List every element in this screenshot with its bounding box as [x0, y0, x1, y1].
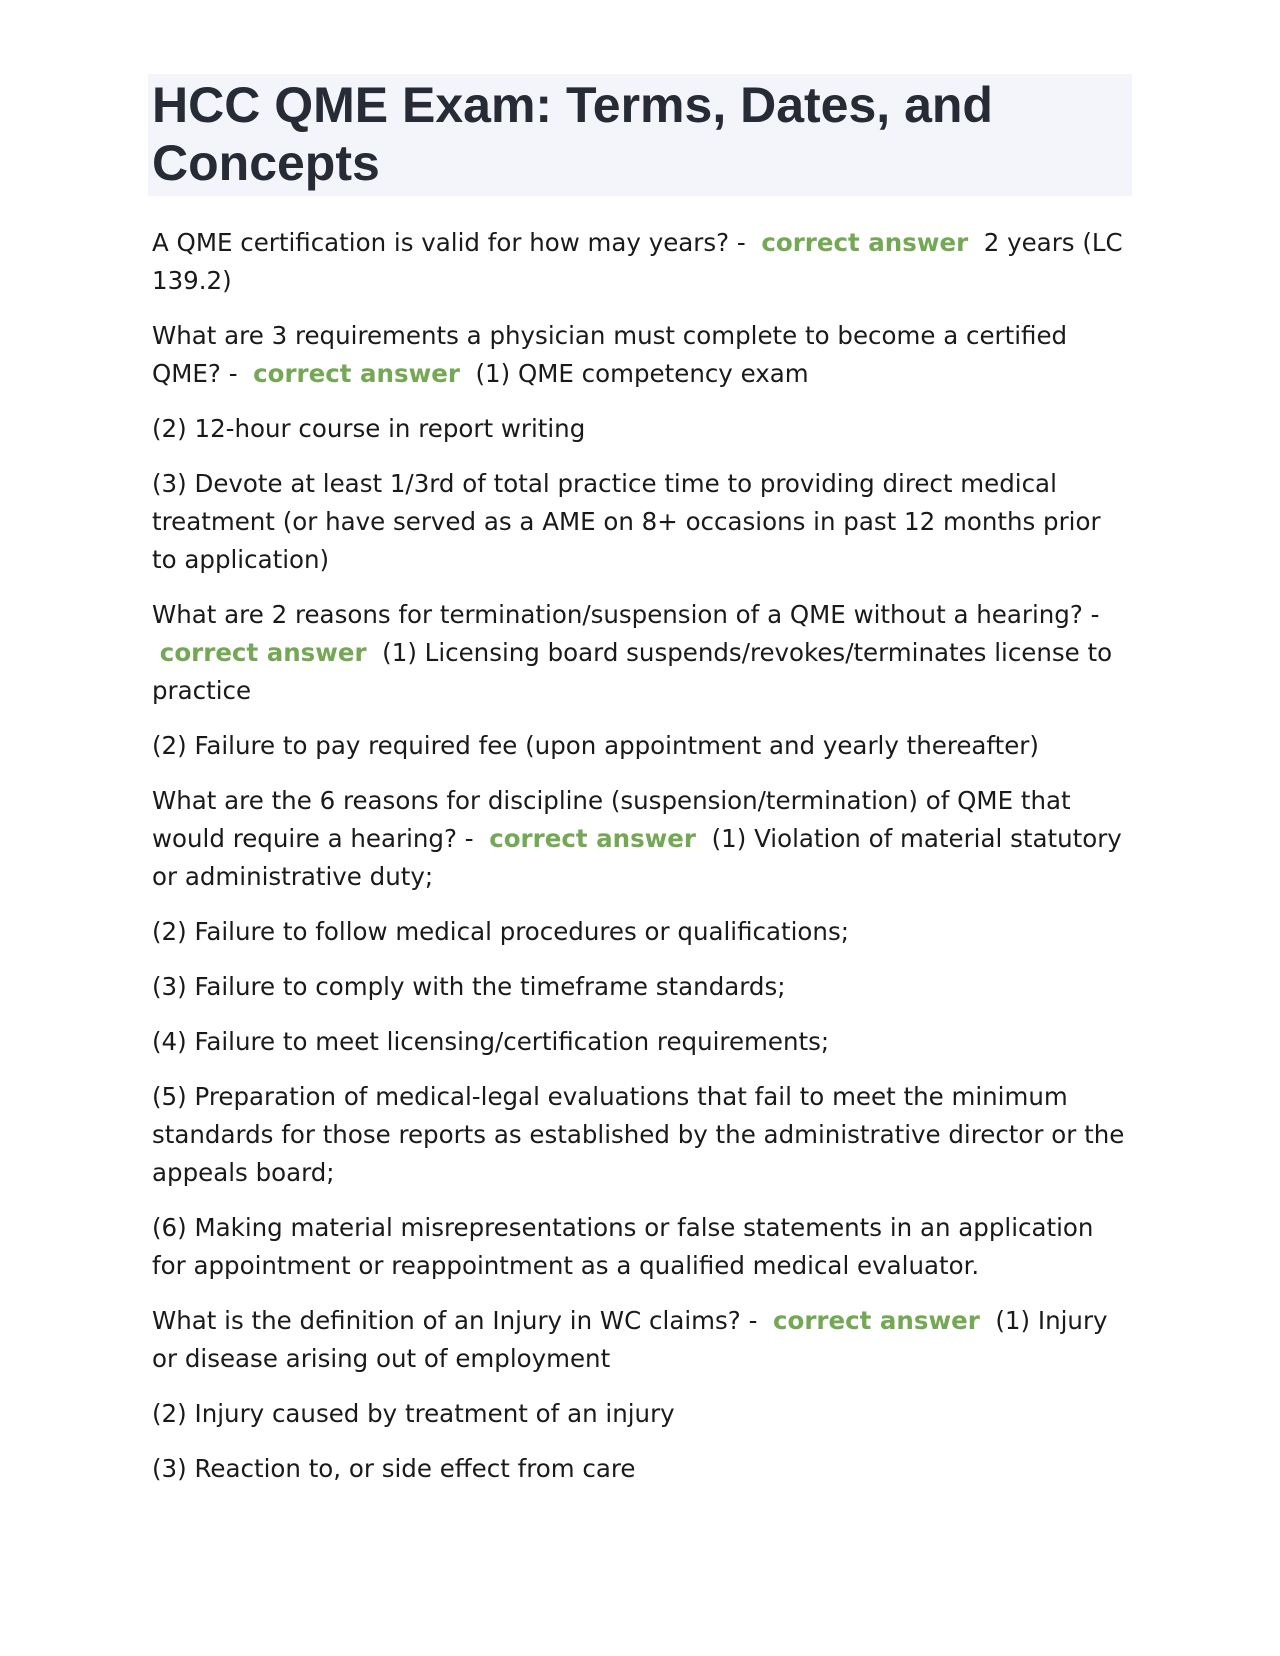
qa-question-paragraph: A QME certification is valid for how may years? - correct answer 2 years (LC 139.2): [152, 228, 1123, 295]
document-title: HCC QME Exam: Terms, Dates, and Concepts: [152, 77, 993, 191]
document-page: [148, 74, 1132, 1505]
answer-continuation: (2) 12-hour course in report writing: [152, 414, 586, 443]
answer-continuation: (3) Reaction to, or side effect from care: [152, 1454, 636, 1483]
correct-answer-label: correct answer: [761, 228, 969, 257]
title-banner: [148, 74, 1132, 196]
question-text: A QME certification is valid for how may years?: [152, 228, 730, 257]
answer-text: (1) Injury or disease arising out of employment: [152, 1306, 1108, 1373]
correct-answer-label: correct answer: [773, 1306, 980, 1335]
question-text: What are 2 reasons for termination/suspension of a QME without a hearing?: [152, 600, 1083, 629]
question-text: What is the definition of an Injury in WC claims?: [152, 1306, 741, 1335]
answer-text: (1) Violation of material statutory or administrative duty;: [152, 824, 1122, 891]
correct-answer-label: correct answer: [489, 824, 696, 853]
answer-continuation: (4) Failure to meet licensing/certification requirements;: [152, 1027, 830, 1056]
answer-continuation: (6) Making material misrepresentations or false statements in an application for appointment or reappointment as a qualified medical evaluator.: [152, 1213, 1094, 1280]
correct-answer-label: correct answer: [253, 359, 460, 388]
answer-continuation: (2) Injury caused by treatment of an injury: [152, 1399, 675, 1428]
answer-text: 2 years (LC 139.2): [152, 228, 1123, 295]
answer-continuation: (5) Preparation of medical-legal evaluations that fail to meet the minimum standards for those reports as established by the administrative director or the appeals board;: [152, 1082, 1125, 1187]
qa-question-paragraph: What are 3 requirements a physician must complete to become a certified QME? - correct answer (1) QME competency exam: [152, 321, 1068, 388]
qa-question-paragraph: What are the 6 reasons for discipline (suspension/termination) of QME that would require a hearing? - correct answer (1) Violation of material statutory or administrative duty;: [152, 786, 1122, 891]
question-text: What are 3 requirements a physician must complete to become a certified QME?: [152, 321, 1068, 388]
answer-text: (1) Licensing board suspends/revokes/terminates license to practice: [152, 638, 1113, 705]
answer-continuation: (3) Devote at least 1/3rd of total practice time to providing direct medical treatment (or have served as a AME on 8+ occasions in past 12 months prior to application): [152, 469, 1101, 574]
qa-question-paragraph: What is the definition of an Injury in WC claims? - correct answer (1) Injury or disease arising out of employment: [152, 1306, 1108, 1373]
qa-content: [148, 224, 1132, 1488]
answer-continuation: (2) Failure to pay required fee (upon appointment and yearly thereafter): [152, 731, 1039, 760]
answer-continuation: (2) Failure to follow medical procedures or qualifications;: [152, 917, 849, 946]
answer-text: (1) QME competency exam: [475, 359, 809, 388]
qa-question-paragraph: What are 2 reasons for termination/suspension of a QME without a hearing? - correct answer (1) Licensing board suspends/revokes/terminates license to practice: [152, 600, 1113, 705]
correct-answer-label: correct answer: [159, 638, 367, 667]
question-text: What are the 6 reasons for discipline (suspension/termination) of QME that would require a hearing?: [152, 786, 1071, 853]
answer-continuation: (3) Failure to comply with the timeframe standards;: [152, 972, 786, 1001]
